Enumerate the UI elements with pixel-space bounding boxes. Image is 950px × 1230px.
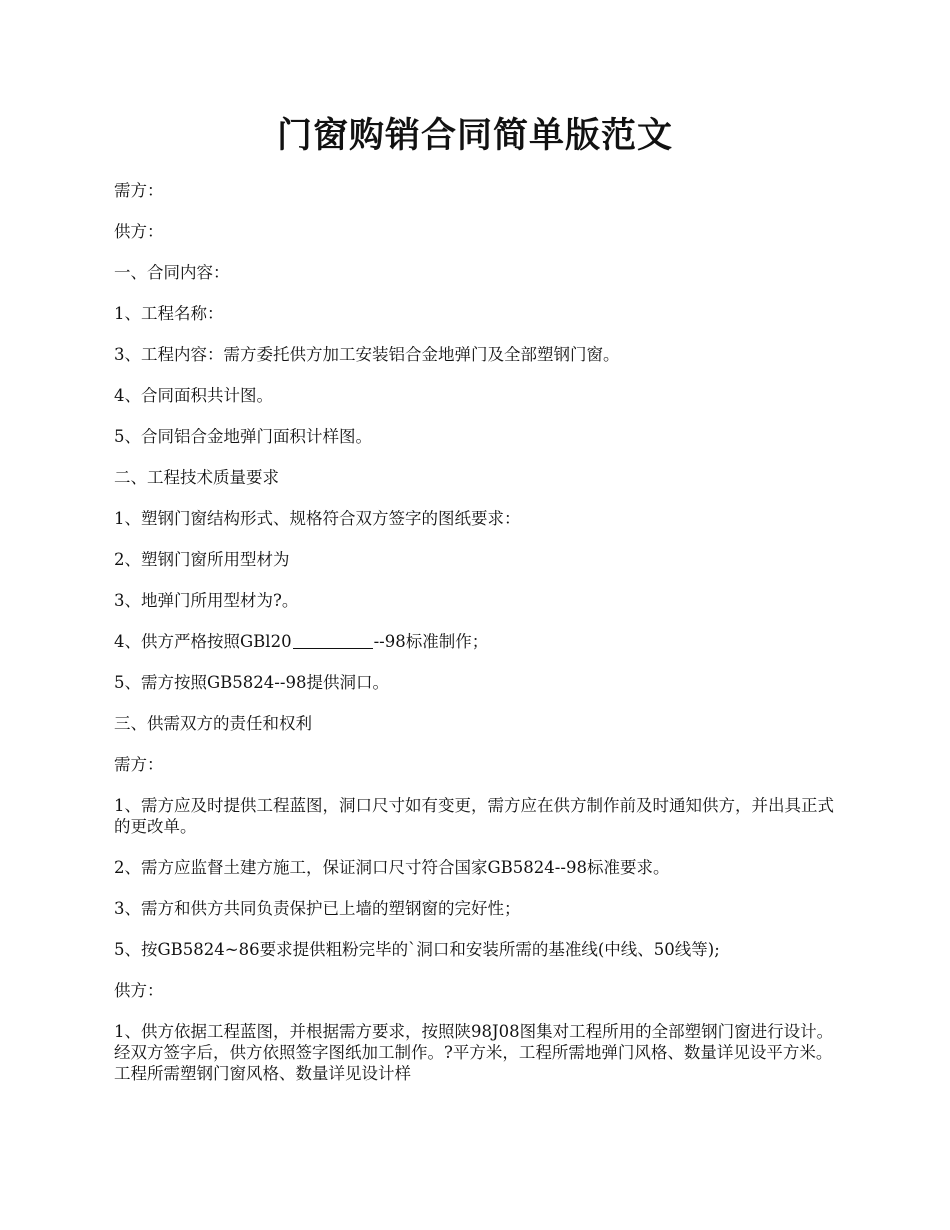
paragraph: 1、工程名称： (114, 304, 224, 323)
supplier-label: 供方： (114, 222, 164, 241)
paragraph: 5、按GB5824~86要求提供粗粉完毕的`洞口和安装所需的基准线(中线、50线等); (114, 940, 720, 959)
paragraph: 3、地弹门所用型材为?。 (114, 591, 299, 610)
paragraph-text-before-blank: 4、供方严格按照GBl20 (114, 632, 292, 651)
paragraph: 5、合同铝合金地弹门面积计样图。 (114, 427, 372, 446)
paragraph: 1、供方依据工程蓝图，并根据需方要求，按照陕98J08图集对工程所用的全部塑钢门窗进行设计。经双方签字后，供方依照签字图纸加工制作。?平方米，工程所需地弹门风格、数量详见设平方米。工程所需塑钢门窗风格、数量详见设计样 (114, 1022, 834, 1083)
paragraph: 1、塑钢门窗结构形式、规格符合双方签字的图纸要求： (114, 509, 521, 528)
supplier-subheading: 供方： (114, 981, 164, 1000)
paragraph-text-after-blank: --98标准制作； (373, 632, 489, 651)
buyer-label: 需方： (114, 181, 164, 200)
paragraph: 1、需方应及时提供工程蓝图，洞口尺寸如有变更，需方应在供方制作前及时通知供方，并出具正式的更改单。 (114, 796, 834, 836)
section-heading-quality-requirements: 二、工程技术质量要求 (114, 468, 279, 487)
paragraph: 2、需方应监督土建方施工，保证洞口尺寸符合国家GB5824--98标准要求。 (114, 858, 670, 877)
paragraph: 4、合同面积共计图。 (114, 386, 273, 405)
paragraph: 5、需方按照GB5824--98提供洞口。 (114, 673, 389, 692)
document-body (114, 180, 844, 1104)
buyer-subheading: 需方： (114, 755, 164, 774)
paragraph: 2、塑钢门窗所用型材为 (114, 550, 290, 569)
section-heading-responsibilities: 三、供需双方的责任和权利 (114, 714, 312, 733)
paragraph: 3、需方和供方共同负责保护已上墙的塑钢窗的完好性； (114, 899, 521, 918)
fill-in-blank-line (293, 632, 373, 649)
paragraph-with-blank (114, 631, 844, 652)
paragraph: 3、工程内容：需方委托供方加工安装铝合金地弹门及全部塑钢门窗。 (114, 345, 620, 364)
document-title: 门窗购销合同简单版范文 (276, 115, 673, 156)
section-heading-contract-content: 一、合同内容： (114, 263, 230, 282)
